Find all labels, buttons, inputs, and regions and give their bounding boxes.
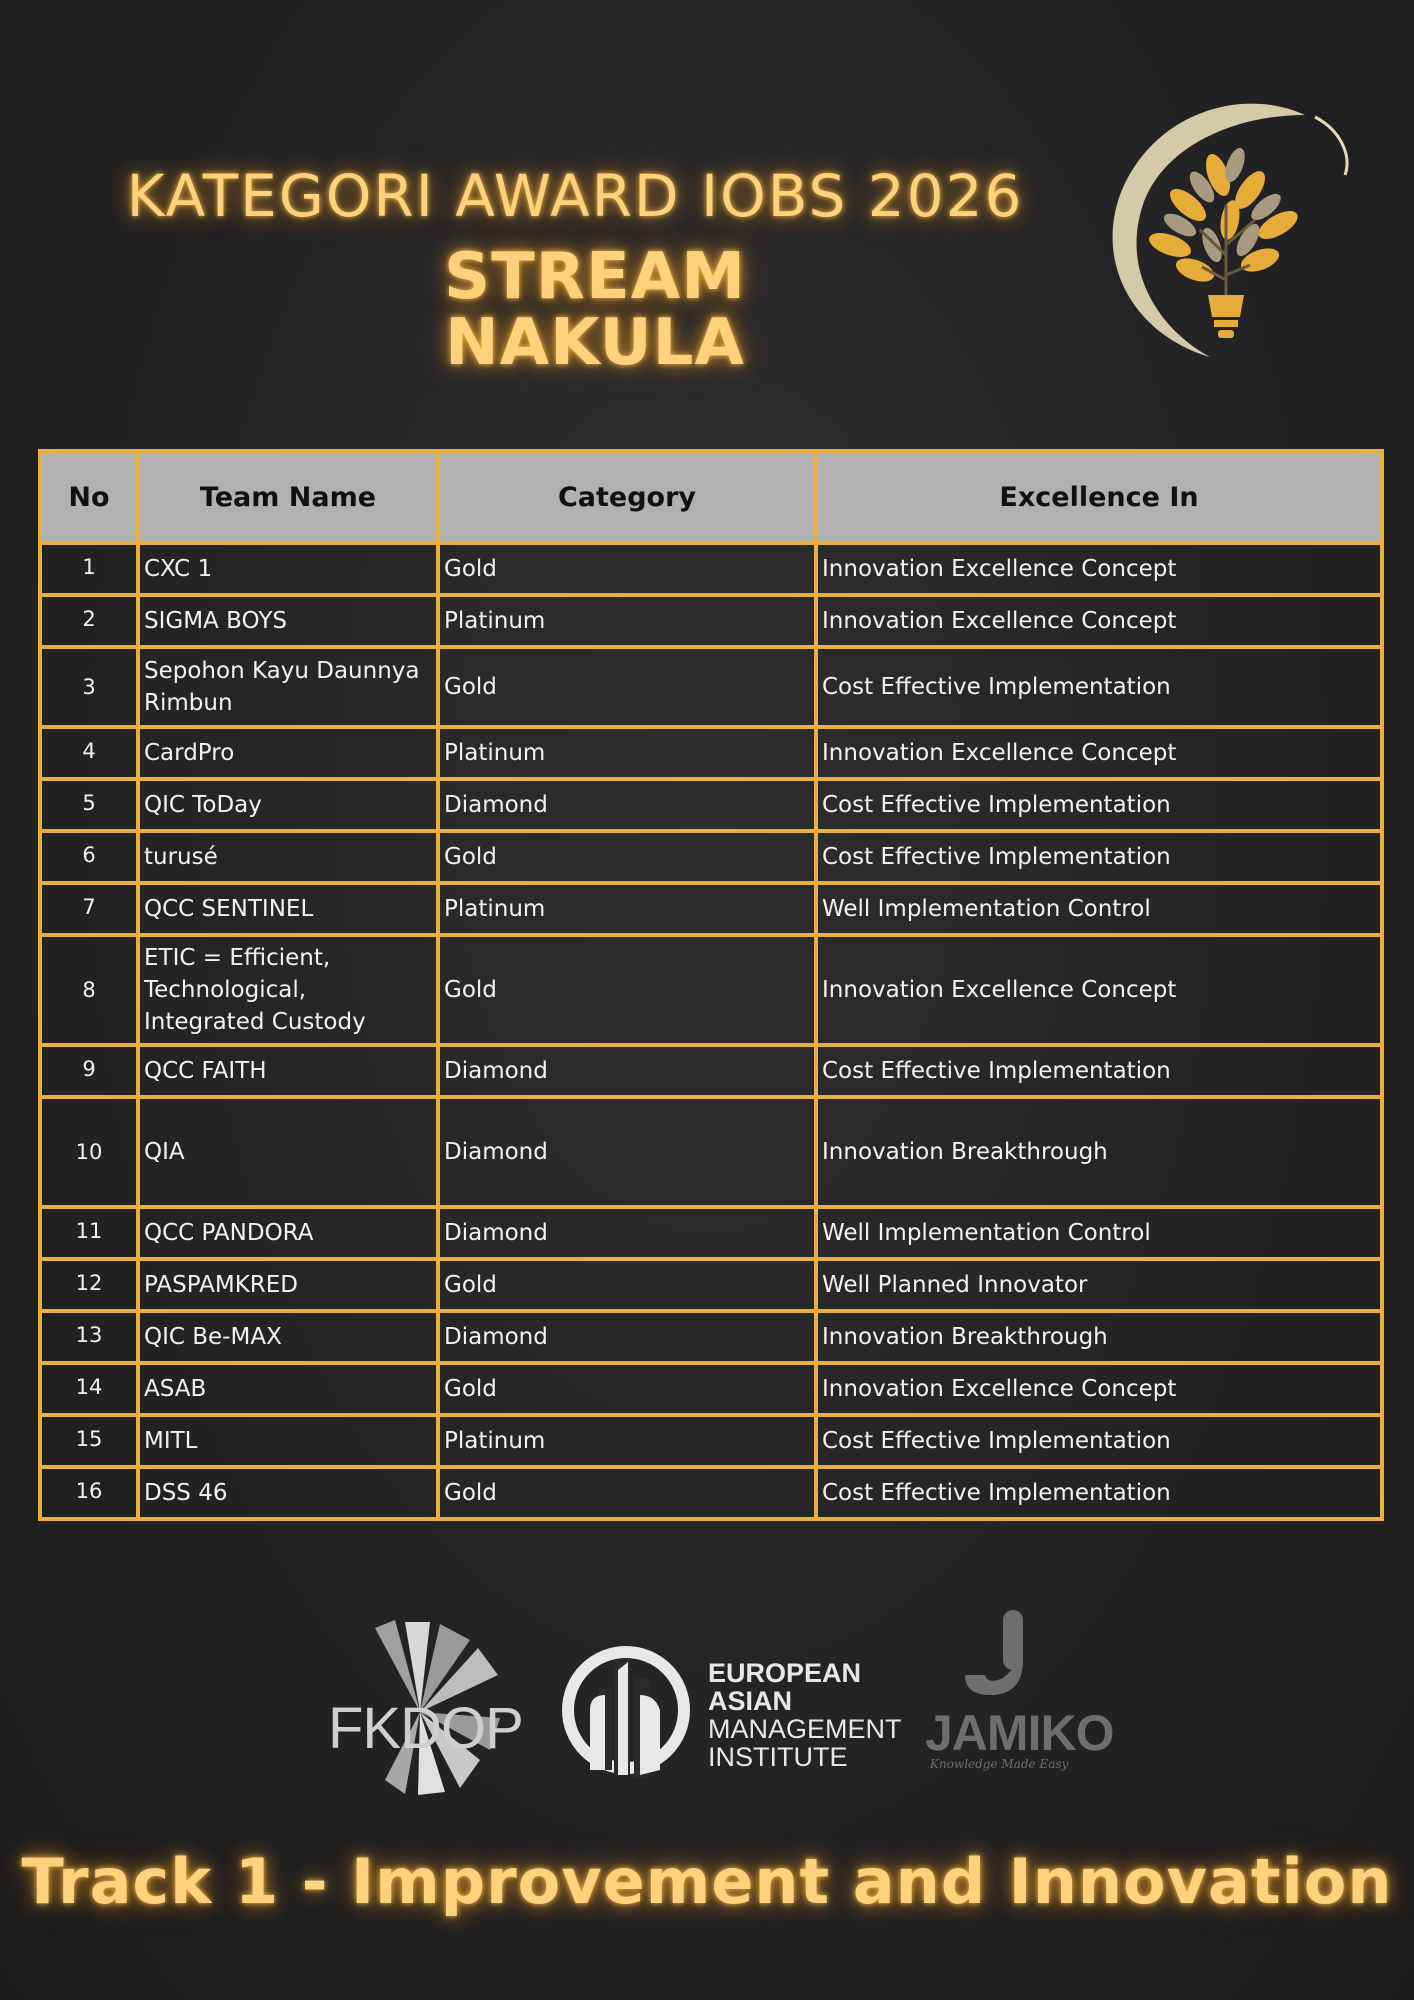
row-team: QIC ToDay bbox=[138, 779, 438, 831]
row-no: 4 bbox=[40, 727, 138, 779]
table-row bbox=[40, 883, 1382, 935]
row-excellence: Innovation Breakthrough bbox=[816, 1311, 1382, 1363]
jamiko-logo-text: JAMIKO bbox=[925, 1705, 1114, 1761]
row-excellence: Innovation Excellence Concept bbox=[816, 727, 1382, 779]
table-row bbox=[40, 543, 1382, 595]
row-no: 11 bbox=[40, 1207, 138, 1259]
table-row bbox=[40, 1467, 1382, 1519]
table-row bbox=[40, 647, 1382, 727]
row-team: CardPro bbox=[138, 727, 438, 779]
table-row bbox=[40, 595, 1382, 647]
row-no: 10 bbox=[40, 1097, 138, 1207]
table-row bbox=[40, 1311, 1382, 1363]
row-excellence: Well Planned Innovator bbox=[816, 1259, 1382, 1311]
row-no: 9 bbox=[40, 1045, 138, 1097]
row-excellence: Cost Effective Implementation bbox=[816, 647, 1382, 727]
row-excellence: Well Implementation Control bbox=[816, 883, 1382, 935]
row-excellence: Cost Effective Implementation bbox=[816, 1467, 1382, 1519]
row-no: 12 bbox=[40, 1259, 138, 1311]
col-header-excellence-in: Excellence In bbox=[816, 451, 1382, 543]
row-team: QCC SENTINEL bbox=[138, 883, 438, 935]
jamiko-tagline: Knowledge Made Easy bbox=[930, 1757, 1069, 1771]
page-title: KATEGORI AWARD IOBS 2026 bbox=[126, 162, 1024, 230]
row-team: QCC PANDORA bbox=[138, 1207, 438, 1259]
row-category: Gold bbox=[438, 647, 816, 727]
row-excellence: Innovation Breakthrough bbox=[816, 1097, 1382, 1207]
row-team: Sepohon Kayu Daunnya Rimbun bbox=[138, 647, 438, 727]
row-no: 6 bbox=[40, 831, 138, 883]
stream-title bbox=[0, 240, 1190, 380]
eami-text-line3: MANAGEMENT bbox=[708, 1714, 902, 1744]
row-category: Gold bbox=[438, 1467, 816, 1519]
fkdop-logo-text: FKDOP bbox=[328, 1696, 523, 1761]
row-category: Platinum bbox=[438, 595, 816, 647]
row-category: Gold bbox=[438, 1363, 816, 1415]
row-excellence: Cost Effective Implementation bbox=[816, 1045, 1382, 1097]
stream-line2: NAKULA bbox=[445, 306, 745, 380]
row-team: PASPAMKRED bbox=[138, 1259, 438, 1311]
row-team: ETIC = Efficient, Technological, Integrated Custody bbox=[138, 935, 438, 1045]
row-team: ASAB bbox=[138, 1363, 438, 1415]
table-row bbox=[40, 1207, 1382, 1259]
row-no: 15 bbox=[40, 1415, 138, 1467]
row-category: Gold bbox=[438, 935, 816, 1045]
fkdop-logo-icon bbox=[328, 1620, 523, 1795]
table-row bbox=[40, 1045, 1382, 1097]
table-row bbox=[40, 831, 1382, 883]
col-header-no: No bbox=[40, 451, 138, 543]
eami-text-line4: INSTITUTE bbox=[708, 1742, 848, 1772]
row-category: Gold bbox=[438, 1259, 816, 1311]
row-category: Diamond bbox=[438, 1311, 816, 1363]
row-excellence: Innovation Excellence Concept bbox=[816, 595, 1382, 647]
eami-text-line1: EUROPEAN bbox=[708, 1658, 862, 1688]
table-row bbox=[40, 935, 1382, 1045]
row-team: CXC 1 bbox=[138, 543, 438, 595]
col-header-category: Category bbox=[438, 451, 816, 543]
table-row bbox=[40, 727, 1382, 779]
row-team: QCC FAITH bbox=[138, 1045, 438, 1097]
row-excellence: Well Implementation Control bbox=[816, 1207, 1382, 1259]
stream-line1: STREAM bbox=[444, 240, 746, 314]
eami-text-line2: ASIAN bbox=[708, 1686, 793, 1716]
row-no: 7 bbox=[40, 883, 138, 935]
row-no: 5 bbox=[40, 779, 138, 831]
row-excellence: Innovation Excellence Concept bbox=[816, 935, 1382, 1045]
row-team: MITL bbox=[138, 1415, 438, 1467]
table-row bbox=[40, 779, 1382, 831]
row-team: QIA bbox=[138, 1097, 438, 1207]
row-excellence: Cost Effective Implementation bbox=[816, 779, 1382, 831]
row-excellence: Innovation Excellence Concept bbox=[816, 543, 1382, 595]
row-category: Gold bbox=[438, 831, 816, 883]
row-no: 2 bbox=[40, 595, 138, 647]
row-team: SIGMA BOYS bbox=[138, 595, 438, 647]
table-row bbox=[40, 1363, 1382, 1415]
row-team: turusé bbox=[138, 831, 438, 883]
table-row bbox=[40, 1097, 1382, 1207]
row-excellence: Cost Effective Implementation bbox=[816, 831, 1382, 883]
row-category: Diamond bbox=[438, 1207, 816, 1259]
row-no: 3 bbox=[40, 647, 138, 727]
sponsor-logos bbox=[0, 1600, 1414, 1800]
row-no: 8 bbox=[40, 935, 138, 1045]
row-no: 14 bbox=[40, 1363, 138, 1415]
row-no: 16 bbox=[40, 1467, 138, 1519]
row-no: 1 bbox=[40, 543, 138, 595]
tree-bulb-logo-icon bbox=[1090, 95, 1350, 365]
row-no: 13 bbox=[40, 1311, 138, 1363]
row-team: DSS 46 bbox=[138, 1467, 438, 1519]
track-footer: Track 1 - Improvement and Innovation bbox=[21, 1845, 1393, 1918]
table-row bbox=[40, 1259, 1382, 1311]
row-category: Platinum bbox=[438, 883, 816, 935]
row-excellence: Innovation Excellence Concept bbox=[816, 1363, 1382, 1415]
row-team: QIC Be-MAX bbox=[138, 1311, 438, 1363]
row-category: Diamond bbox=[438, 1097, 816, 1207]
eami-logo-icon bbox=[568, 1652, 902, 1778]
row-category: Platinum bbox=[438, 1415, 816, 1467]
row-category: Gold bbox=[438, 543, 816, 595]
row-excellence: Cost Effective Implementation bbox=[816, 1415, 1382, 1467]
table-row bbox=[40, 1415, 1382, 1467]
row-category: Diamond bbox=[438, 779, 816, 831]
row-category: Platinum bbox=[438, 727, 816, 779]
row-category: Diamond bbox=[438, 1045, 816, 1097]
table-header-row bbox=[40, 451, 1382, 543]
jamiko-logo-icon bbox=[925, 1610, 1113, 1771]
awards-table bbox=[38, 449, 1384, 1521]
col-header-team-name: Team Name bbox=[138, 451, 438, 543]
